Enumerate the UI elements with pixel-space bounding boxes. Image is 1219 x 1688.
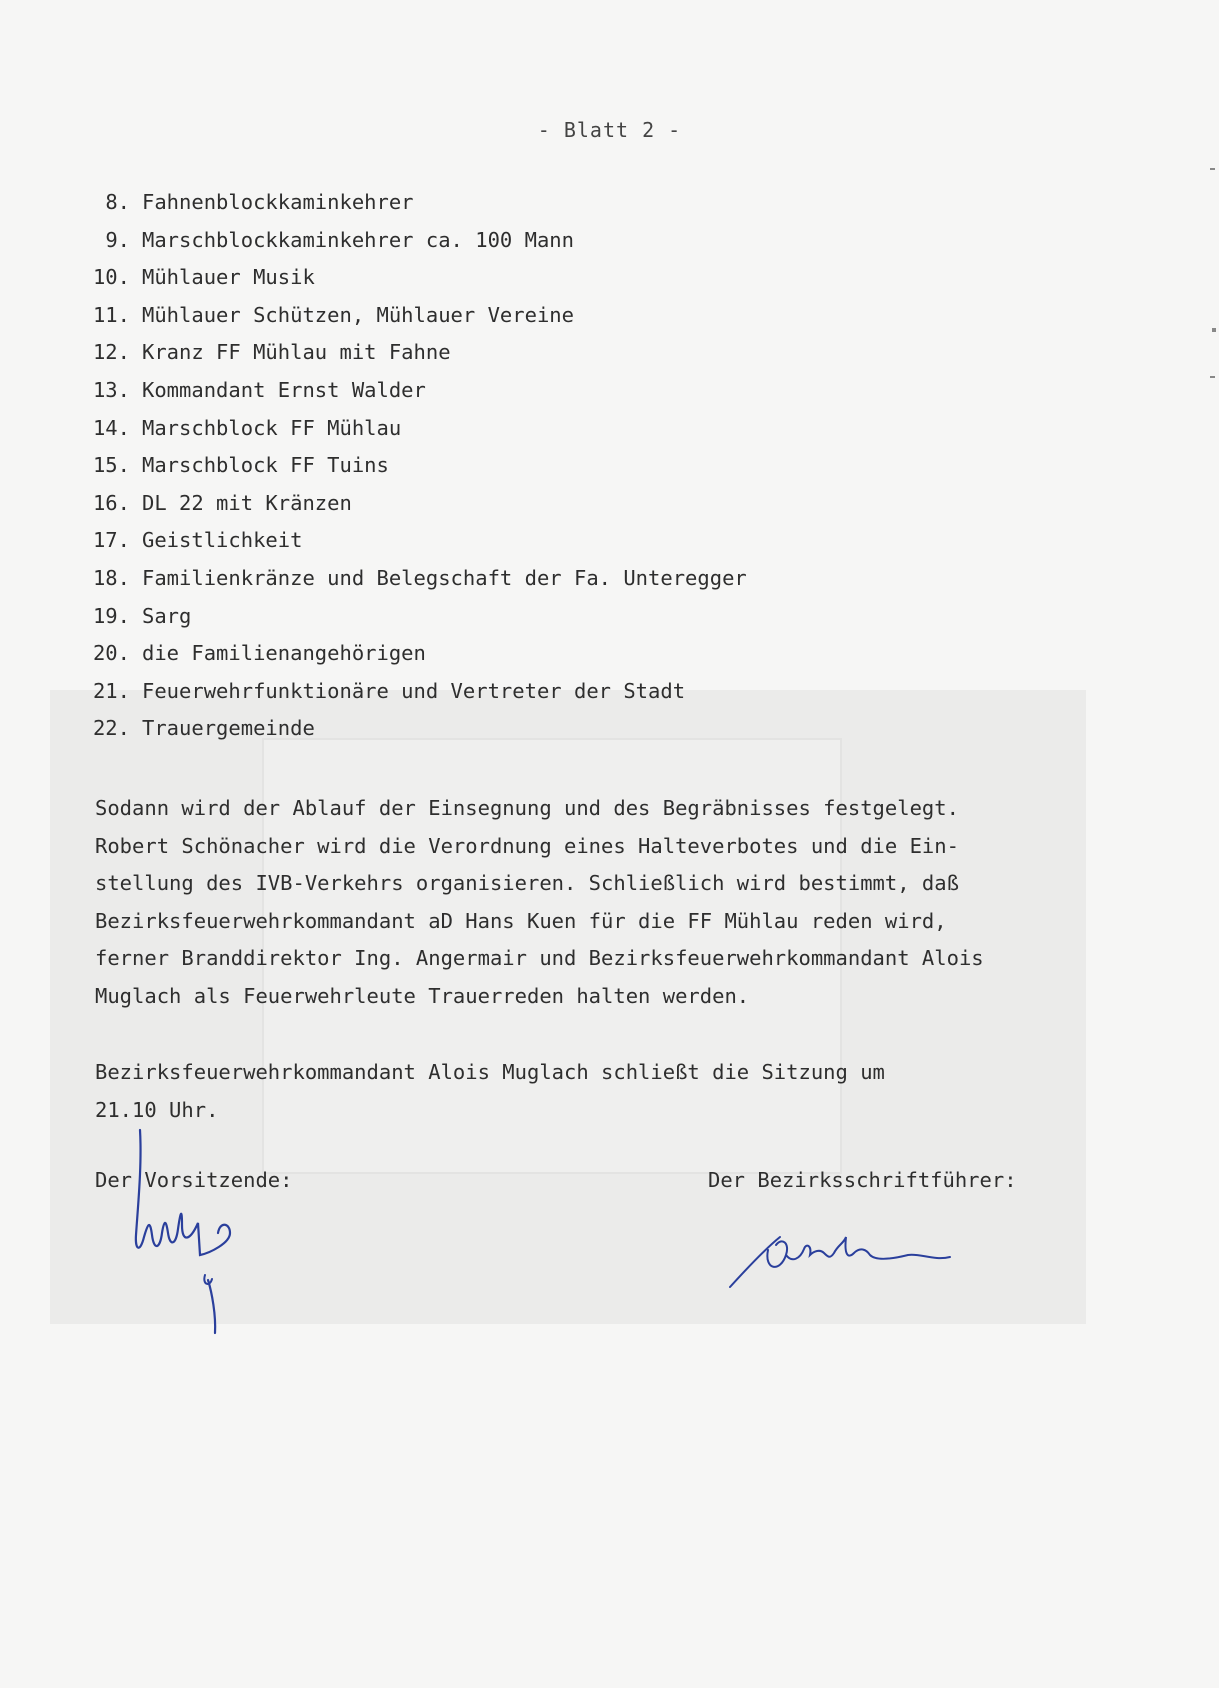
margin-mark [1210, 168, 1215, 170]
chairman-label: Der Vorsitzende: [95, 1168, 293, 1192]
list-item-number: 18. [92, 565, 130, 590]
list-item [80, 677, 747, 715]
list-item-number: 16. [92, 490, 130, 515]
list-item-text: Kranz FF Mühlau mit Fahne [142, 340, 451, 365]
list-item-text: Marschblockkaminkehrer ca. 100 Mann [142, 227, 574, 252]
list-item [80, 451, 747, 489]
list-item-number: 10. [92, 265, 130, 290]
list-item [80, 639, 747, 677]
secretary-label: Der Bezirksschriftführer: [708, 1168, 1017, 1192]
list-item [80, 301, 747, 339]
secretary-signature [720, 1215, 980, 1295]
list-item-text: DL 22 mit Kränzen [142, 490, 352, 515]
margin-mark [1210, 376, 1215, 378]
list-item-text: Marschblock FF Mühlau [142, 415, 402, 440]
list-item [80, 526, 747, 564]
list-item-number: 12. [92, 340, 130, 365]
list-item [80, 564, 747, 602]
list-item [80, 188, 747, 226]
list-item-text: Kommandant Ernst Walder [142, 377, 426, 402]
list-item-text: die Familienangehörigen [142, 641, 426, 666]
list-item-number: 20. [92, 641, 130, 666]
list-item-number: 9. [105, 227, 130, 252]
list-item [80, 602, 747, 640]
chairman-signature [120, 1125, 300, 1335]
list-item [80, 376, 747, 414]
list-item [80, 714, 747, 752]
list-item-text: Sarg [142, 603, 192, 628]
list-item-text: Geistlichkeit [142, 528, 303, 553]
list-item-number: 13. [92, 377, 130, 402]
list-item [80, 414, 747, 452]
paragraph-closing: Bezirksfeuerwehrkommandant Alois Muglach schließt die Sitzung um 21.10 Uhr. [95, 1060, 885, 1122]
list-item-number: 11. [92, 302, 130, 327]
paragraph-ceremony: Sodann wird der Ablauf der Einsegnung und des Begräbnisses festgelegt. Robert Schönacher wird die Verordnung eines Halteverbotes und die Ein- stellung des IVB-Verkehrs organisieren. Schließlich wird bestimmt, daß Bezirksfeuerwehrkommandant aD Hans Kuen für die FF Mühlau reden wird, ferner Branddirektor Ing. Angermair und Bezirksfeuerwehrkommandant Alois Muglach als Feuerwehrleute Trauerreden halten werden. [95, 796, 984, 1008]
list-item-number: 22. [92, 716, 130, 741]
list-item-text: Familienkränze und Belegschaft der Fa. Unteregger [142, 565, 747, 590]
list-item-text: Mühlauer Musik [142, 265, 315, 290]
list-item-text: Fahnenblockkaminkehrer [142, 190, 414, 214]
list-item-number: 19. [92, 603, 130, 628]
list-item-text: Feuerwehrfunktionäre und Vertreter der Stadt [142, 678, 686, 703]
list-item [80, 226, 747, 264]
list-item [80, 338, 747, 376]
list-item-number: 14. [92, 415, 130, 440]
list-item-number: 15. [92, 453, 130, 478]
list-item-number: 8. [105, 190, 130, 214]
margin-mark [1212, 328, 1216, 332]
procession-order-list [80, 188, 747, 752]
list-item-number: 21. [92, 678, 130, 703]
list-item-number: 17. [92, 528, 130, 553]
list-item-text: Marschblock FF Tuins [142, 453, 389, 478]
list-item-text: Mühlauer Schützen, Mühlauer Vereine [142, 302, 574, 327]
page-header: - Blatt 2 - [537, 118, 682, 142]
list-item [80, 263, 747, 301]
list-item-text: Trauergemeinde [142, 716, 315, 741]
list-item [80, 489, 747, 527]
